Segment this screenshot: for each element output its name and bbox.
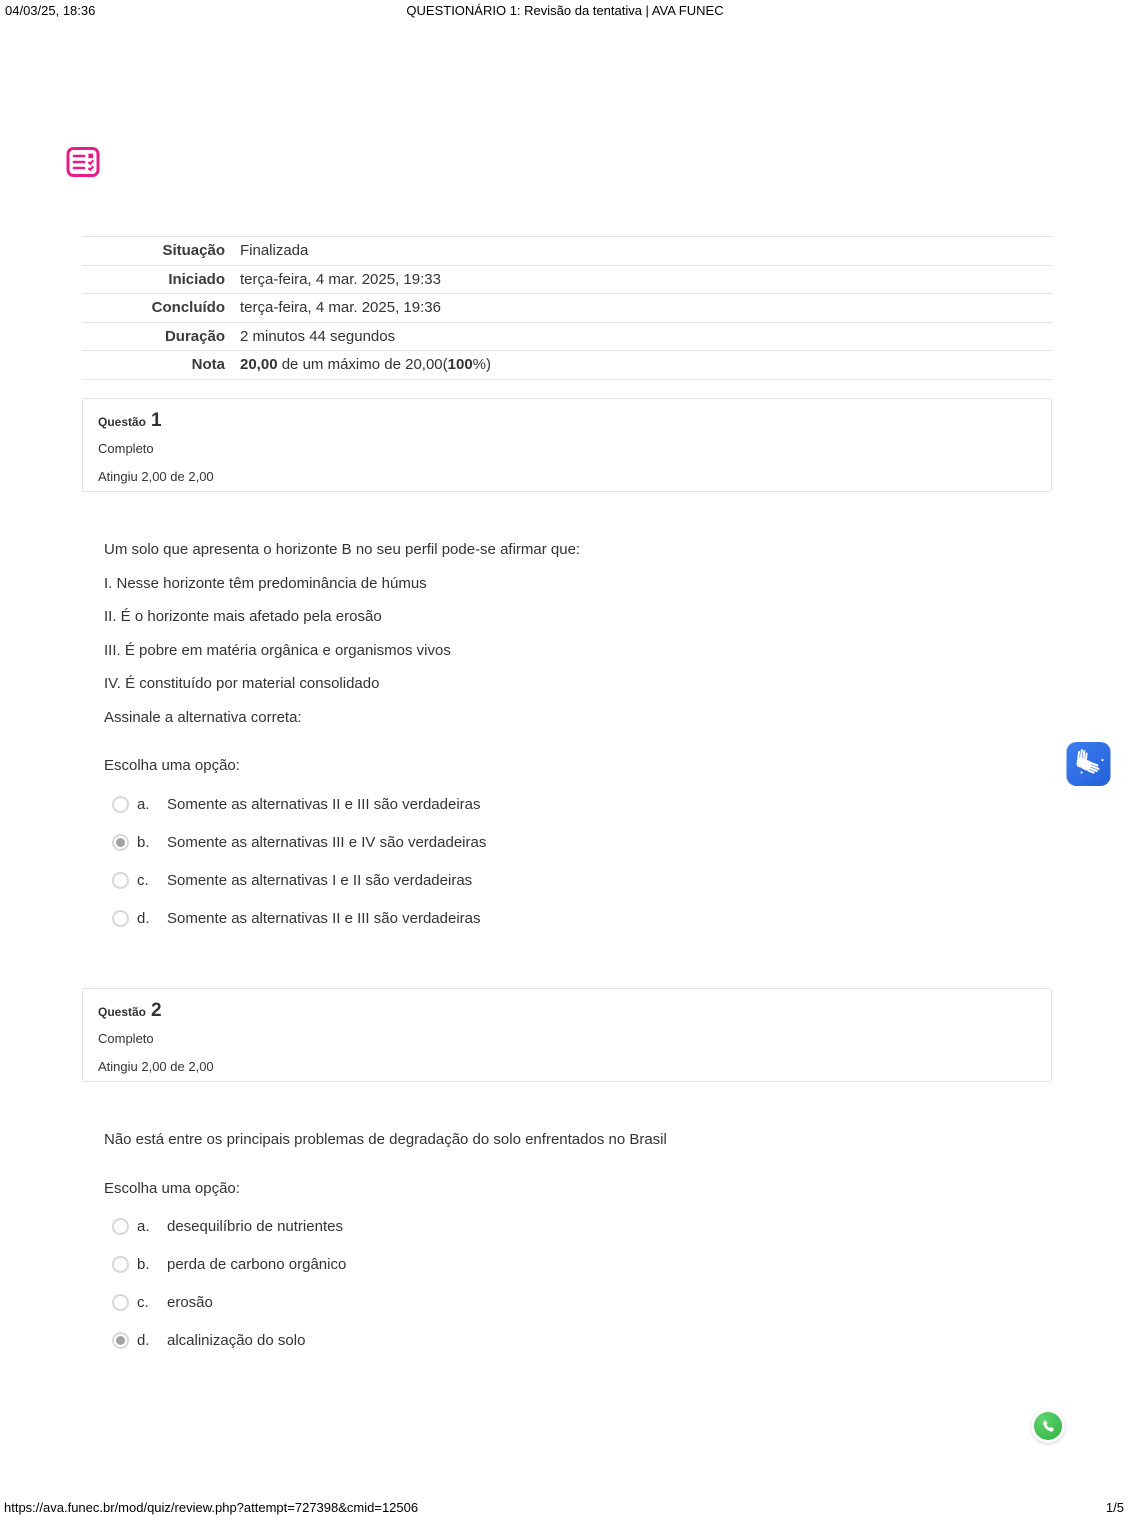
question-grade: Atingiu 2,00 de 2,00	[98, 1059, 214, 1074]
question-number: 1	[151, 410, 162, 431]
answer-option-d[interactable]	[104, 1329, 1044, 1353]
answer-option-c[interactable]	[104, 868, 1044, 892]
whatsapp-icon[interactable]	[1031, 1409, 1065, 1443]
summary-value-nota	[240, 356, 1052, 373]
radio-button[interactable]	[112, 796, 129, 813]
answer-option-b[interactable]	[104, 1253, 1044, 1277]
print-datetime: 04/03/25, 18:36	[5, 3, 96, 18]
question-2-title	[98, 1000, 1036, 1022]
radio-button[interactable]	[112, 1218, 129, 1235]
radio-button[interactable]	[112, 872, 129, 889]
option-text: erosão	[167, 1294, 213, 1311]
option-letter: b.	[137, 1256, 150, 1273]
print-header	[0, 3, 1130, 21]
summary-row-situacao	[82, 236, 1052, 265]
question-grade: Atingiu 2,00 de 2,00	[98, 469, 214, 484]
question-text-line: II. É o horizonte mais afetado pela erosão	[104, 608, 382, 625]
choose-option-label: Escolha uma opção:	[104, 1179, 240, 1197]
summary-label: Iniciado	[168, 270, 225, 288]
whatsapp-circle	[1034, 1412, 1062, 1440]
radio-button[interactable]	[112, 910, 129, 927]
question-2-options	[104, 1215, 1044, 1353]
radio-button[interactable]	[112, 1256, 129, 1273]
choose-option-label: Escolha uma opção:	[104, 757, 240, 774]
question-2-text	[104, 1131, 1044, 1150]
option-letter: a.	[137, 1218, 150, 1235]
answer-option-d[interactable]	[104, 906, 1044, 930]
option-text: perda de carbono orgânico	[167, 1256, 347, 1273]
question-2-content	[104, 1131, 1044, 1367]
quiz-checklist-icon	[66, 146, 100, 178]
summary-row-concluido	[82, 293, 1052, 322]
question-1-title	[98, 410, 1036, 432]
question-status: Completo	[98, 441, 154, 456]
summary-value: terça-feira, 4 mar. 2025, 19:36	[240, 299, 441, 317]
summary-value: Finalizada	[240, 242, 309, 260]
question-text-line: III. É pobre em matéria orgânica e organismos vivos	[104, 641, 451, 659]
print-footer	[0, 1500, 1130, 1518]
summary-value: 2 minutos 44 segundos	[240, 327, 396, 345]
question-label: Questão	[98, 1005, 147, 1019]
radio-button[interactable]	[112, 1294, 129, 1311]
option-letter: d.	[137, 909, 150, 927]
page-number: 1/5	[1105, 1500, 1124, 1515]
question-1-info-box	[82, 398, 1052, 492]
question-status: Completo	[98, 1031, 154, 1046]
question-number: 2	[151, 1000, 162, 1021]
grade-percent: 100	[447, 356, 473, 374]
question-1-text	[104, 541, 1044, 727]
question-text-line: IV. É constituído por material consolidado	[104, 675, 380, 692]
summary-label: Situação	[162, 242, 225, 260]
answer-option-b[interactable]	[104, 830, 1044, 854]
grade-mid-text: de um máximo de 20,00(	[277, 356, 448, 374]
grade-value: 20,00	[240, 356, 278, 374]
option-letter: a.	[137, 795, 150, 813]
grade-suffix: %)	[472, 356, 492, 374]
summary-label: Concluído	[151, 299, 225, 317]
option-text: desequilíbrio de nutrientes	[167, 1218, 343, 1235]
attempt-summary-table	[82, 236, 1052, 380]
libras-accessibility-icon[interactable]	[1066, 741, 1111, 787]
question-2-info-box	[82, 988, 1052, 1082]
question-text-line: Não está entre os principais problemas de degradação do solo enfrentados no Brasil	[104, 1131, 667, 1148]
question-text-line: I. Nesse horizonte têm predominância de húmus	[104, 574, 427, 592]
option-letter: c.	[137, 1294, 149, 1311]
question-label: Questão	[98, 415, 147, 429]
summary-row-iniciado	[82, 265, 1052, 294]
radio-button[interactable]	[112, 834, 129, 851]
radio-button[interactable]	[112, 1332, 129, 1349]
option-letter: c.	[137, 871, 149, 889]
answer-option-a[interactable]	[104, 792, 1044, 816]
option-letter: b.	[137, 833, 150, 851]
question-text-line: Um solo que apresenta o horizonte B no seu perfil pode-se afirmar que:	[104, 541, 581, 558]
summary-row-nota	[82, 350, 1052, 379]
page-title: QUESTIONÁRIO 1: Revisão da tentativa | AVA FUNEC	[406, 3, 724, 18]
option-text: Somente as alternativas II e III são verdadeiras	[167, 795, 481, 813]
summary-label: Nota	[191, 356, 225, 374]
option-letter: d.	[137, 1332, 150, 1349]
page-url: https://ava.funec.br/mod/quiz/review.php?attempt=727398&cmid=12506	[4, 1500, 419, 1515]
summary-row-duracao	[82, 322, 1052, 351]
summary-value: terça-feira, 4 mar. 2025, 19:33	[240, 270, 441, 288]
question-1-options	[104, 792, 1044, 930]
option-text: alcalinização do solo	[167, 1332, 306, 1349]
summary-label: Duração	[164, 327, 225, 345]
question-1-content	[104, 541, 1044, 944]
option-text: Somente as alternativas III e IV são verdadeiras	[167, 833, 487, 851]
answer-option-a[interactable]	[104, 1215, 1044, 1239]
option-text: Somente as alternativas II e III são verdadeiras	[167, 909, 481, 927]
question-text-line: Assinale a alternativa correta:	[104, 708, 302, 726]
option-text: Somente as alternativas I e II são verdadeiras	[167, 871, 473, 889]
answer-option-c[interactable]	[104, 1291, 1044, 1315]
